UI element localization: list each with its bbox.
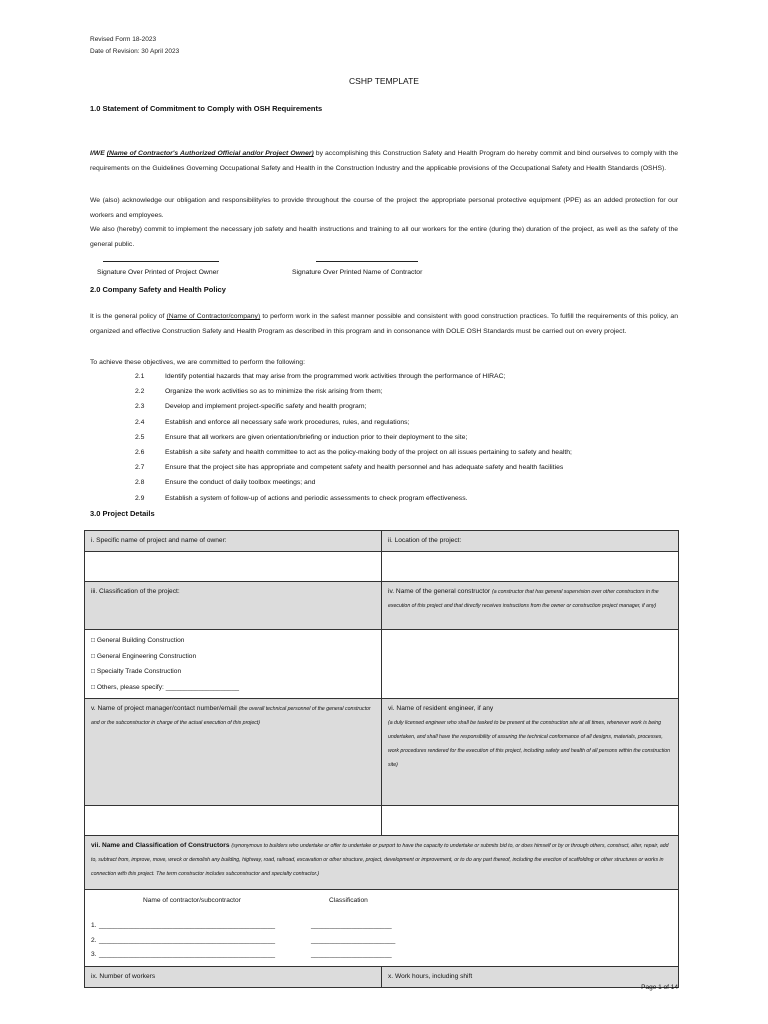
policy-item-number: 2.6 (135, 449, 145, 456)
option-general-engineering[interactable]: □ General Engineering Construction (91, 652, 197, 660)
section2-paragraph-1 (90, 309, 678, 339)
constructor-name-field[interactable]: ________________________________________________ (99, 936, 276, 944)
work-hours-label-cell (382, 967, 679, 988)
project-classification-label: iii. Classification of the project: (91, 588, 180, 595)
policy-item-text: Organize the work activities so as to minimize the risk arising from them; (165, 388, 383, 396)
policy-item-number: 2.9 (135, 494, 145, 502)
policy-item-number: 2.5 (135, 433, 145, 441)
policy-item-number: 2.4 (135, 418, 145, 426)
project-manager-label: v. Name of project manager/contact number/email (91, 705, 237, 712)
document-title: CSHP TEMPLATE (349, 76, 419, 86)
policy-item (135, 419, 680, 426)
project-location-label-cell (382, 531, 679, 552)
policy-item-number: 2.8 (135, 479, 145, 487)
policy-item (135, 495, 680, 502)
project-location-label: ii. Location of the project: (388, 537, 462, 544)
page-number: Page 1 of 14 (641, 984, 678, 991)
constructor-classification-field[interactable]: _______________________ (311, 936, 396, 944)
project-name-field[interactable] (85, 552, 382, 582)
resident-engineer-label-cell (382, 699, 679, 806)
classification-options-cell (85, 630, 382, 699)
revision-date-label: Date of Revision: 30 April 2023 (90, 48, 180, 55)
section1-paragraph-3: We also (hereby) commit to implement the necessary job safety and health instructions and training to all our workers for the entire (during the) duration of the project, as well as the safety of the general public. (90, 226, 678, 248)
section1-paragraph-2: We (also) acknowledge our obligation and responsibility/es to provide throughout the course of the project the appropriate personal protective equipment (PPE) as an added protection for our workers and employees. (90, 197, 678, 219)
general-constructor-note: (a constructor that has general supervision over other constructors in the execution of this project and that directly receives instructions from the owner or construction project manager, if any) (388, 589, 659, 609)
option-specialty-trade[interactable]: □ Specialty Trade Construction (91, 668, 182, 675)
constructor-classification-field[interactable]: ______________________ (311, 922, 392, 929)
policy-item-text: Ensure that the project site has appropriate and competent safety and health personnel and has adequate safety and health facilities (165, 464, 564, 472)
project-name-label-cell (85, 531, 382, 552)
owner-signature-line (103, 261, 219, 262)
section1-authorized-official: (Name of Contractor's Authorized Official and/or Project Owner) (106, 150, 314, 157)
constructor-row-number: 3. (91, 951, 97, 958)
col-header-contractor: Name of contractor/subcontractor (143, 897, 241, 904)
section2-company-name: (Name of Contractor/company) (166, 313, 261, 320)
policy-item (135, 464, 680, 471)
project-manager-note: (the overall technical personnel of the general constructor and or the subconstructor in charge of the actual execution of this project) (91, 706, 371, 726)
contractor-signature-line (316, 261, 418, 262)
constructor-row-number: 1. (91, 922, 97, 929)
policy-item (135, 449, 680, 456)
policy-item-text: Develop and implement project-specific safety and health program; (165, 403, 367, 411)
policy-item-text: Establish and enforce all necessary safe work procedures, rules, and regulations; (165, 418, 410, 426)
general-constructor-label: iv. Name of the general constructor (388, 588, 491, 595)
policy-item-text: Establish a system of follow-up of actions and periodic assessments to check program effectiveness. (165, 494, 468, 502)
resident-engineer-note: (a duly licensed engineer who shall be tasked to be present at the construction site at all times, whenever work is being undertaken, and shall have the responsibility of assuring the technical conformance of all designs, materials, processes, work procedures rendered for the execution of this project, including safety and health of all persons within the construction site) (388, 720, 671, 768)
workers-label-cell (85, 967, 382, 988)
constructor-classification-field[interactable]: ______________________ (311, 951, 392, 958)
section2-p1-lead: It is the general policy of (90, 313, 167, 320)
constructor-name-field[interactable]: ________________________________________________ (99, 922, 276, 929)
option-general-building[interactable]: □ General Building Construction (91, 637, 185, 644)
owner-signature-label: Signature Over Printed of Project Owner (97, 269, 219, 276)
section3-heading: 3.0 Project Details (90, 509, 155, 518)
policy-item-number: 2.2 (135, 388, 145, 396)
policy-item-text: Identify potential hazards that may arise from the programmed work activities through the performance of HIRAC; (165, 373, 506, 380)
workers-label: ix. Number of workers (91, 973, 156, 980)
policy-item-text: Ensure the conduct of daily toolbox meetings; and (165, 479, 316, 487)
option-others[interactable]: □ Others, please specify: ____________________ (91, 683, 240, 691)
policy-item (135, 373, 680, 380)
policy-item-number: 2.1 (135, 373, 145, 380)
project-details-table (84, 530, 679, 988)
section2-p1-rest: to perform work in the safest manner possible and consistent with good construction practices. To fulfill the requirements of this policy, an organized and effective Construction Safety and Health Program as described in this program and in consonance with DOLE OSH Standards must be carried out on every project. (90, 313, 678, 335)
general-constructor-field[interactable] (382, 630, 679, 699)
col-header-classification: Classification (329, 897, 368, 904)
revised-form-label: Revised Form 18-2023 (90, 36, 157, 43)
policy-item (135, 479, 680, 486)
constructors-label: vii. Name and Classification of Constructors (91, 842, 230, 849)
policy-item (135, 388, 680, 395)
policy-item-number: 2.7 (135, 464, 145, 472)
project-manager-label-cell (85, 699, 382, 806)
project-name-label: i. Specific name of project and name of owner: (91, 537, 227, 544)
policy-item (135, 403, 680, 410)
resident-engineer-label: vi. Name of resident engineer, if any (388, 705, 494, 712)
section1-paragraph-1 (90, 146, 678, 176)
constructors-label-cell (85, 836, 679, 890)
policy-item (135, 434, 680, 441)
contractor-signature-label: Signature Over Printed Name of Contractor (292, 269, 423, 276)
policy-item-number: 2.3 (135, 403, 145, 411)
section2-heading: 2.0 Company Safety and Health Policy (90, 285, 226, 294)
constructors-note: (synonymous to builders who undertake or offer to undertake or purport to have the capacity to undertake or submits bid to, or does himself or by or through others, construct, alter, repair, add to, subtract from, improve, move, wreck or demolish any building, highway, road, railroad, excavation or other structure, project, development or improvement, or to do any part thereof, including the erection of scaffolding or other structures or works in connection with this project. The term constructor includes subconstructor and specialty contractor.) (91, 843, 669, 877)
project-classification-label-cell (85, 582, 382, 630)
constructor-row-number: 2. (91, 936, 97, 944)
policy-item-text: Ensure that all workers are given orientation/briefing or induction prior to their deployment to the site; (165, 433, 468, 441)
general-constructor-label-cell (382, 582, 679, 630)
section1-lead: I/WE (90, 150, 105, 157)
section1-heading: 1.0 Statement of Commitment to Comply with OSH Requirements (90, 104, 323, 113)
project-manager-field[interactable] (85, 806, 382, 836)
section1-p1-rest: by accomplishing this Construction Safety and Health Program do hereby commit and bind ourselves to comply with the requirements on the Guidelines Governing Occupational Safety and Health in the Construction Industry and the applicable provisions of the Occupational Safety and Health Standards (OSHS). (90, 150, 679, 172)
constructors-list-cell (85, 890, 679, 967)
work-hours-label: x. Work hours, including shift (388, 973, 473, 980)
constructor-name-field[interactable]: ________________________________________________ (99, 951, 276, 958)
section2-intro: To achieve these objectives, we are committed to perform the following: (90, 359, 305, 366)
policy-item-text: Establish a site safety and health committee to act as the policy-making body of the project on all issues pertaining to safety and health; (165, 449, 572, 456)
project-location-field[interactable] (382, 552, 679, 582)
resident-engineer-field[interactable] (382, 806, 679, 836)
